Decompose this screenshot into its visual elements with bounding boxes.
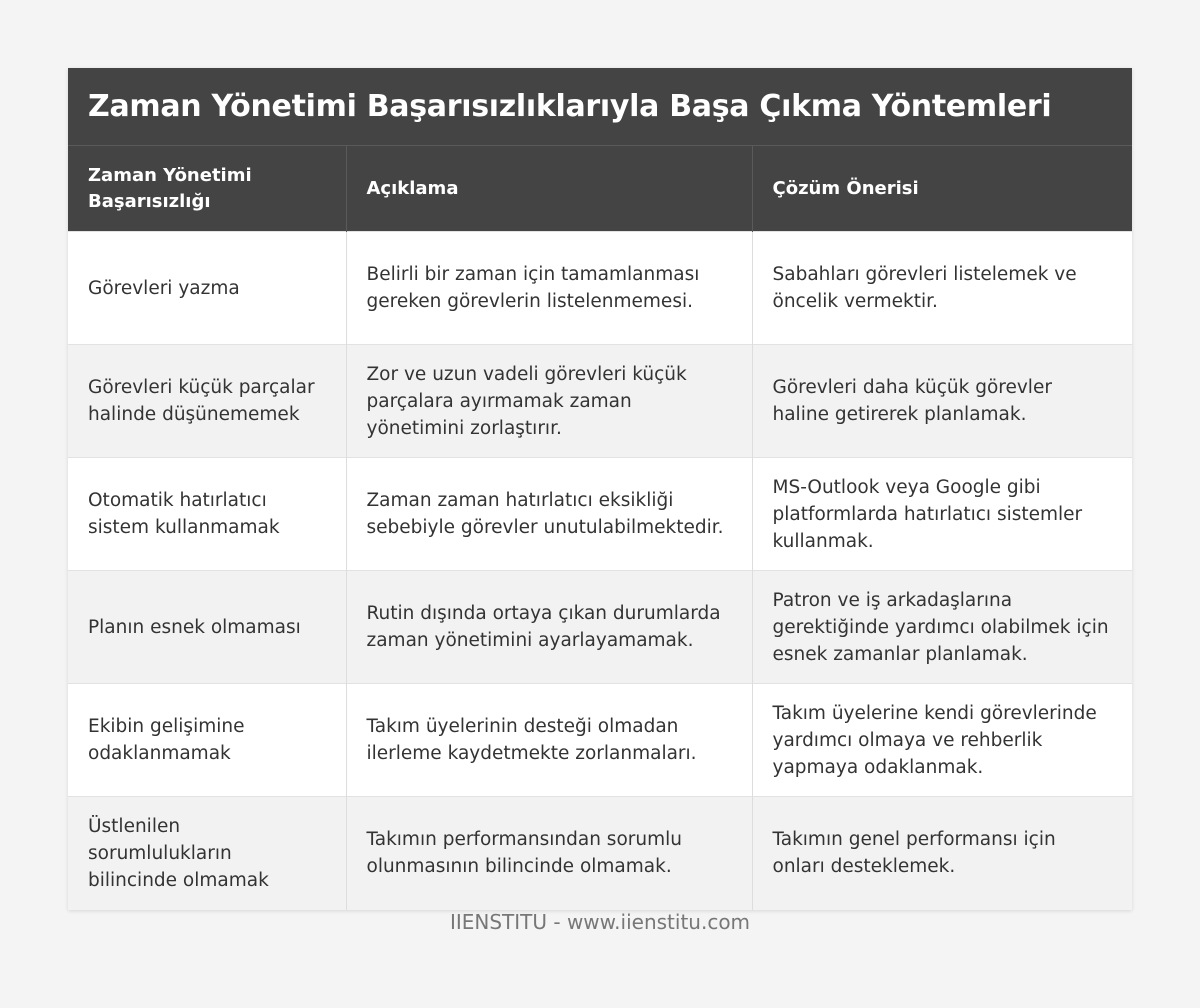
table-cell-failure: Üstlenilen sorumlulukların bilincinde olmamak — [68, 797, 346, 910]
table-cell-description: Takımın performansından sorumlu olunmasının bilincinde olmamak. — [346, 797, 752, 910]
table-row — [68, 232, 1132, 345]
table-cell-failure: Ekibin gelişimine odaklanmamak — [68, 684, 346, 797]
column-header-solution: Çözüm Önerisi — [752, 146, 1132, 232]
table-cell-description: Takım üyelerinin desteği olmadan ilerleme kaydetmekte zorlanmaları. — [346, 684, 752, 797]
table-cell-solution: Takımın genel performansı için onları desteklemek. — [752, 797, 1132, 910]
page-title: Zaman Yönetimi Başarısızlıklarıyla Başa Çıkma Yöntemleri — [88, 89, 1052, 124]
table-cell-description: Zaman zaman hatırlatıcı eksikliği sebebiyle görevler unutulabilmektedir. — [346, 458, 752, 571]
table-cell-solution: Görevleri daha küçük görevler haline getirerek planlamak. — [752, 345, 1132, 458]
table-row — [68, 797, 1132, 910]
table-cell-failure: Görevleri yazma — [68, 232, 346, 345]
table-cell-failure: Otomatik hatırlatıcı sistem kullanmamak — [68, 458, 346, 571]
table-row — [68, 458, 1132, 571]
table-row — [68, 571, 1132, 684]
table-cell-solution: Patron ve iş arkadaşlarına gerektiğinde yardımcı olabilmek için esnek zamanlar planlamak. — [752, 571, 1132, 684]
table-cell-solution: MS-Outlook veya Google gibi platformlarda hatırlatıcı sistemler kullanmak. — [752, 458, 1132, 571]
table-cell-solution: Sabahları görevleri listelemek ve öncelik vermektir. — [752, 232, 1132, 345]
title-bar — [68, 68, 1132, 145]
table-cell-description: Zor ve uzun vadeli görevleri küçük parçalara ayırmamak zaman yönetimini zorlaştırır. — [346, 345, 752, 458]
table-cell-failure: Planın esnek olmaması — [68, 571, 346, 684]
table-row — [68, 684, 1132, 797]
table-row — [68, 345, 1132, 458]
table-cell-description: Belirli bir zaman için tamamlanması gereken görevlerin listelenmemesi. — [346, 232, 752, 345]
table-header-row — [68, 146, 1132, 232]
column-header-failure: Zaman Yönetimi Başarısızlığı — [68, 146, 346, 232]
column-header-description: Açıklama — [346, 146, 752, 232]
table-card — [68, 68, 1132, 910]
data-table — [68, 145, 1132, 910]
table-cell-description: Rutin dışında ortaya çıkan durumlarda zaman yönetimini ayarlayamamak. — [346, 571, 752, 684]
table-cell-failure: Görevleri küçük parçalar halinde düşünememek — [68, 345, 346, 458]
table-cell-solution: Takım üyelerine kendi görevlerinde yardımcı olmaya ve rehberlik yapmaya odaklanmak. — [752, 684, 1132, 797]
footer-credit: IIENSTITU - www.iienstitu.com — [449, 910, 751, 934]
